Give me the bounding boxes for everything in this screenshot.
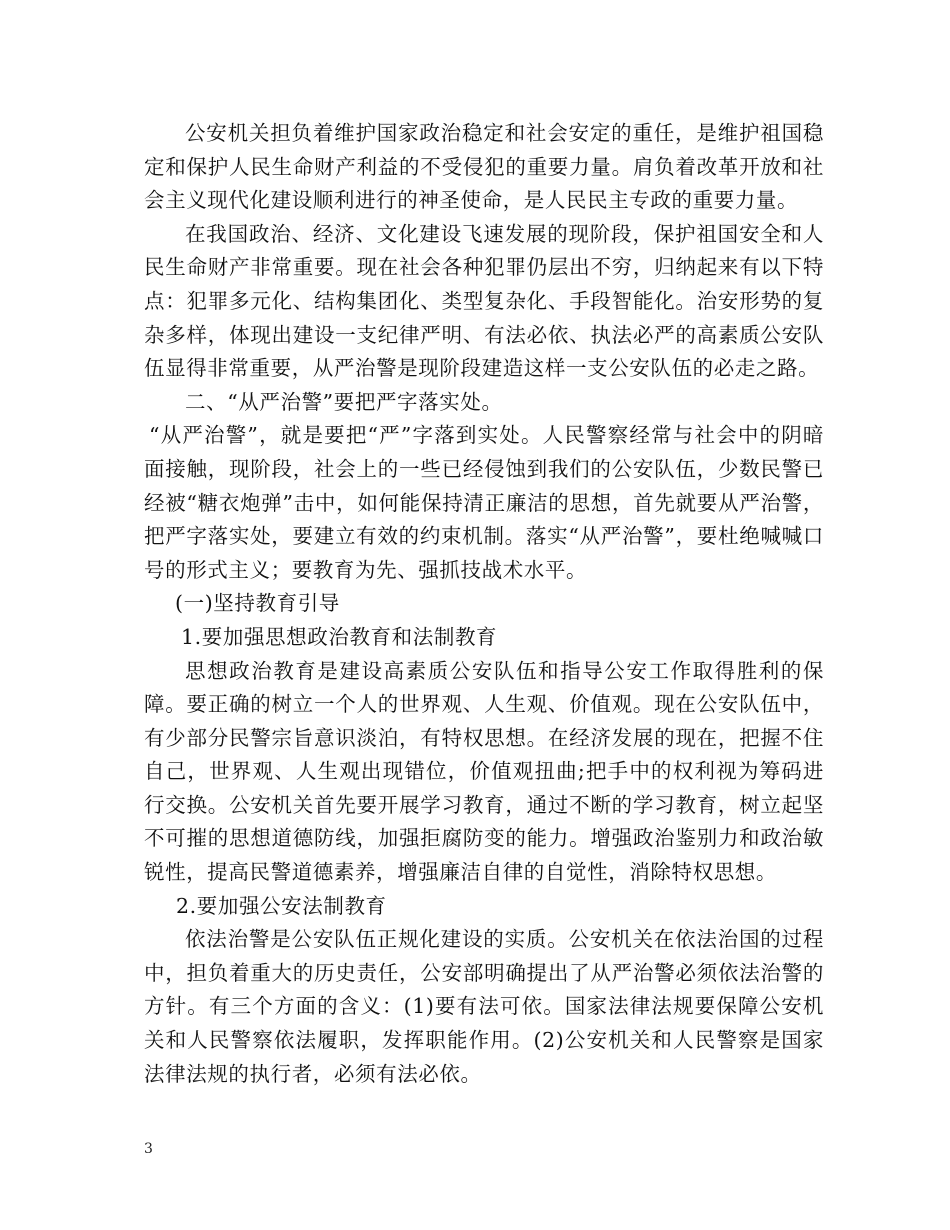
item-heading-2: 2.要加强公安法制教育 — [176, 893, 387, 918]
item-heading-1: 1.要加强思想政治教育和法制教育 — [181, 624, 498, 649]
subsection-heading-1: (一)坚持教育引导 — [175, 591, 340, 616]
section-heading-2: 二、“从严治警”要把严字落实处。 — [185, 389, 503, 414]
paragraph-strict-governance: “从严治警”，就是要把“严”字落到实处。人民警察经常与社会中的阴暗面接触，现阶段，社会上的一些已经侵蚀到我们的公安队伍，少数民警已经被“糖衣炮弹”击中，如何能保持清正廉洁的思想，首先就要从严治警，把严字落实处，要建立有效的约束机制。落实“从严治警”，要杜绝喊喊口号的形式主义；要教育为先、强抓技战术水平。 — [144, 423, 824, 582]
paragraph-intro: 公安机关担负着维护国家政治稳定和社会安定的重任，是维护祖国稳定和保护人民生命财产利益的不受侵犯的重要力量。肩负着改革开放和社会主义现代化建设顺利进行的神圣使命，是人民民主专政的重要力量。 — [144, 121, 824, 213]
paragraph-political-education: 思想政治教育是建设高素质公安队伍和指导公安工作取得胜利的保障。要正确的树立一个人的世界观、人生观、价值观。现在公安队伍中，有少部分民警宗旨意识淡泊，有特权思想。在经济发展的现在，把握不住自己，世界观、人生观出现错位，价值观扭曲;把手中的权利视为筹码进行交换。公安机关首先要开展学习教育，通过不断的学习教育，树立起坚不可摧的思想道德防线，加强拒腐防变的能力。增强政治鉴别力和政治敏锐性，提高民警道德素养，增强廉洁自律的自觉性，消除特权思想。 — [144, 658, 824, 885]
paragraph-current-situation: 在我国政治、经济、文化建设飞速发展的现阶段，保护祖国安全和人民生命财产非常重要。现在社会各种犯罪仍层出不穷，归纳起来有以下特点：犯罪多元化、结构集团化、类型复杂化、手段智能化。治安形势的复杂多样，体现出建设一支纪律严明、有法必依、执法必严的高素质公安队伍显得非常重要，从严治警是现阶段建造这样一支公安队伍的必走之路。 — [144, 221, 824, 381]
document-body — [144, 117, 824, 1091]
paragraph-rule-of-law: 依法治警是公安队伍正规化建设的实质。公安机关在依法治国的过程中，担负着重大的历史责任，公安部明确提出了从严治警必须依法治警的方针。有三个方面的含义：(1)要有法可依。国家法律法规要保障公安机关和人民警察依法履职，发挥职能作用。(2)公安机关和人民警察是国家法律法规的执行者，必须有法必依。 — [144, 927, 824, 1086]
page-number: 3 — [144, 1141, 153, 1157]
